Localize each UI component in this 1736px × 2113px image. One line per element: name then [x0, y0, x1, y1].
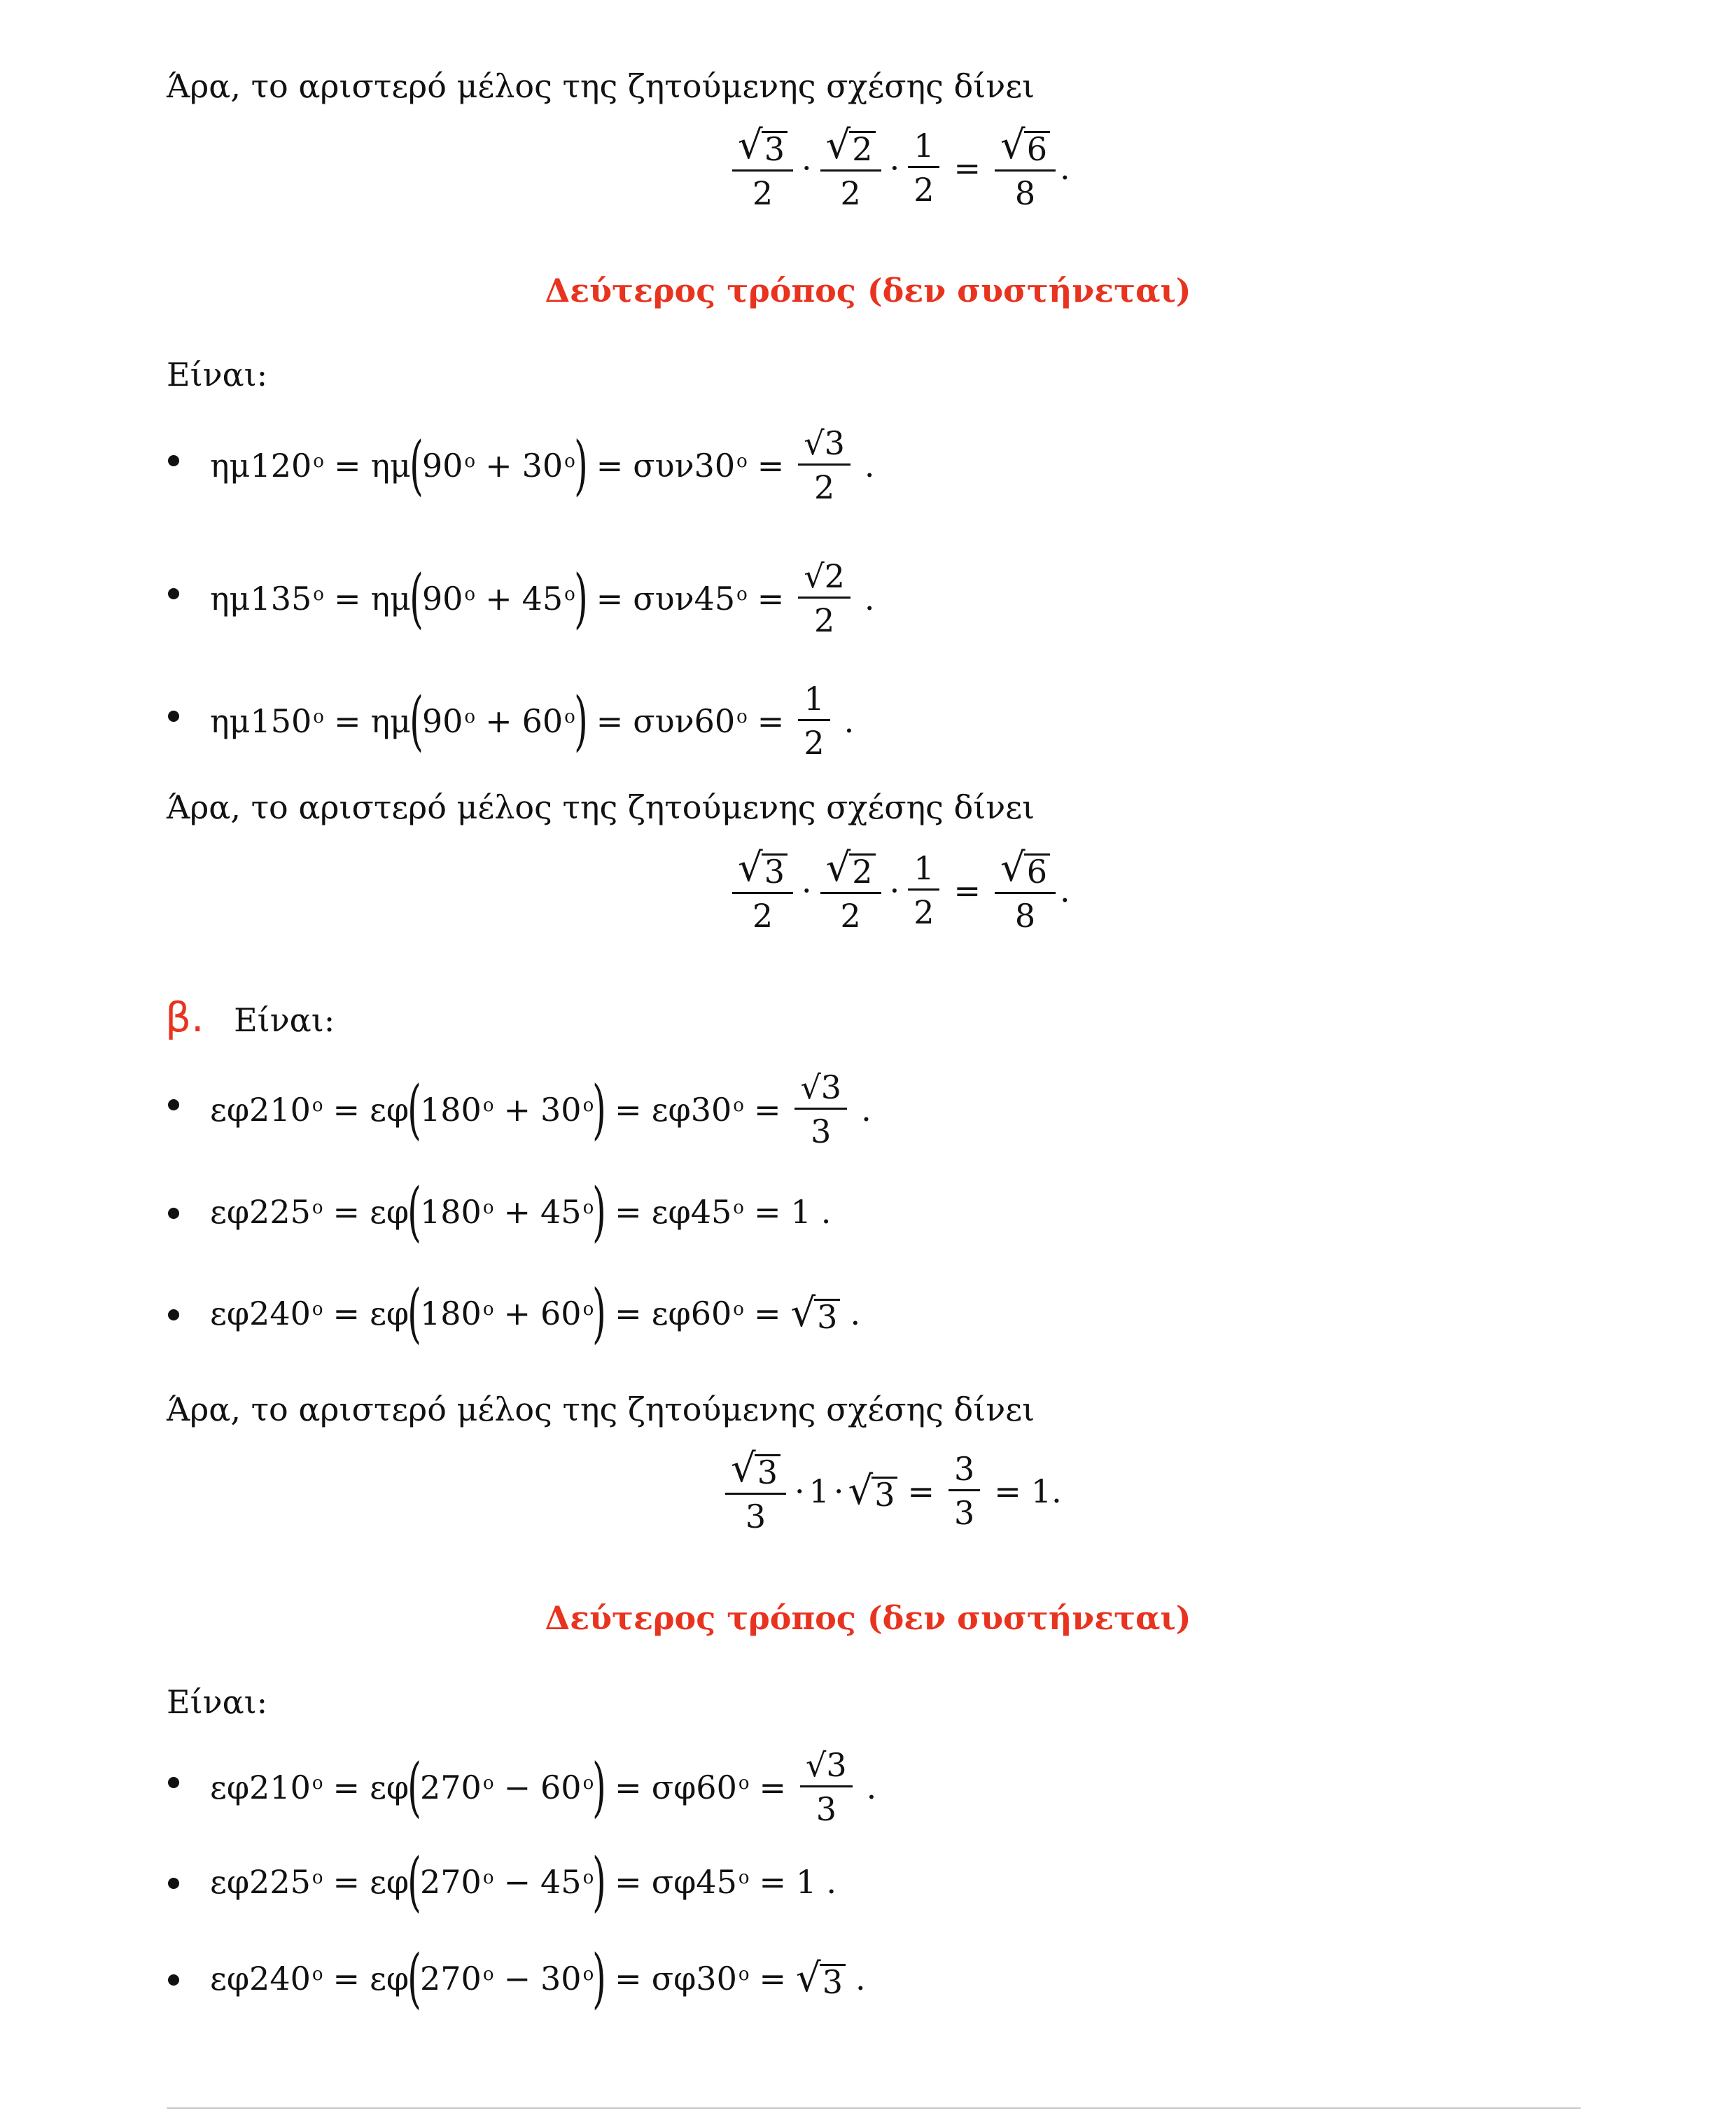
right-paren: )	[592, 1174, 607, 1249]
right-paren: )	[592, 1276, 607, 1351]
left-paren: (	[407, 1749, 421, 1825]
trig-identity-line: εφ 225 ο = εφ ( 270 ο − 45 ο ) = σφ 45 ο = 1 .	[210, 1844, 836, 1919]
alt-method-heading-2: Δεύτερος τρόπος (δεν συστήνεται)	[545, 1599, 1191, 1637]
result-fraction: $\frac{√2}{2}$	[798, 560, 850, 636]
result-fraction: $\frac{√3}{3}$	[794, 1071, 847, 1148]
left-paren: (	[407, 1276, 421, 1351]
trig-identity-line: εφ 240 ο = εφ ( 180 ο + 60 ο ) = εφ 60 ο = √ 3 .	[210, 1276, 861, 1351]
sin-product-equation-2: √ 3 2 · √ 2 2 · $\frac{1}{2}$ = √ 6 8 .	[728, 849, 1070, 932]
left-paren: (	[407, 1941, 421, 2016]
bullet	[168, 711, 179, 722]
bullet	[168, 588, 179, 599]
sqrt-sign: √	[796, 1955, 821, 2001]
einai-label: Είναι:	[234, 1001, 335, 1039]
left-paren: (	[410, 683, 424, 758]
bullet	[168, 455, 179, 466]
fraction: √ 3 2	[732, 126, 793, 209]
trig-identity-line: εφ 240 ο = εφ ( 270 ο − 30 ο ) = σφ 30 ο = √ 3 .	[210, 1941, 866, 2016]
bullet	[168, 1099, 179, 1110]
sqrt-sign: √	[1000, 845, 1026, 891]
fraction: √ 2 2	[820, 126, 881, 209]
right-paren: )	[573, 427, 588, 503]
right-paren: )	[592, 1071, 607, 1147]
trig-identity-line: εφ 210 ο = εφ ( 270 ο − 60 ο ) = σφ 60 ο = $\frac{√3}{3}$ .	[210, 1746, 877, 1828]
right-paren: )	[573, 560, 588, 636]
trig-identity-line: ημ 135 ο = ημ ( 90 ο + 45 ο ) = συν 45 ο = $\frac{√2}{2}$ .	[210, 557, 875, 639]
einai-label: Είναι:	[167, 356, 268, 393]
fraction: $\frac{1}{2}$	[908, 130, 939, 206]
einai-label: Είναι:	[167, 1683, 268, 1721]
sqrt-sign: √	[825, 123, 851, 168]
trig-identity-line: ημ 150 ο = ημ ( 90 ο + 60 ο ) = συν 60 ο = $\frac{1}{2}$ .	[210, 680, 855, 762]
bullet	[168, 1878, 179, 1889]
tan-product-equation: √ 3 3 · 1 · √ 3 = $\frac{3}{3}$ = 1 .	[721, 1449, 1062, 1533]
result-fraction: $\frac{√3}{2}$	[798, 427, 850, 503]
bullet	[168, 1777, 179, 1788]
trig-identity-line: εφ 225 ο = εφ ( 180 ο + 45 ο ) = εφ 45 ο = 1 .	[210, 1174, 832, 1249]
sqrt-sign: √	[738, 123, 763, 168]
sqrt-sign: √	[848, 1467, 874, 1514]
result-fraction: $\frac{1}{2}$	[798, 683, 830, 759]
part-beta-label: β.	[165, 993, 204, 1041]
sqrt-sign: √	[790, 1290, 816, 1336]
result-fraction: $\frac{√3}{3}$	[800, 1749, 853, 1825]
left-paren: (	[407, 1844, 421, 1919]
trig-identity-line: ημ 120 ο = ημ ( 90 ο + 30 ο ) = συν 30 ο = $\frac{√3}{2}$ .	[210, 424, 875, 506]
left-paren: (	[410, 427, 424, 503]
left-paren: (	[410, 560, 424, 636]
right-paren: )	[592, 1749, 607, 1825]
sqrt-sign: √	[825, 845, 851, 891]
right-paren: )	[592, 1941, 607, 2016]
part-beta-heading	[165, 993, 335, 1041]
fraction: √ 6 8	[995, 126, 1056, 209]
bullet	[168, 1309, 179, 1320]
sqrt-sign: √	[738, 845, 763, 891]
bullet	[168, 1974, 179, 1986]
sqrt-sign: √	[1000, 123, 1026, 168]
alt-method-heading: Δεύτερος τρόπος (δεν συστήνεται)	[545, 272, 1191, 309]
footer-divider	[167, 2107, 1581, 2109]
right-paren: )	[592, 1844, 607, 1919]
paragraph-apa-1: Άρα, το αριστερό μέλος της ζητούμενης σχέσης δίνει	[167, 67, 1035, 105]
left-paren: (	[407, 1174, 421, 1249]
sin-product-equation: √ 3 2 · √ 2 2 · $\frac{1}{2}$ = √ 6 8 .	[728, 126, 1070, 209]
left-paren: (	[407, 1071, 421, 1147]
paragraph-apa-2: Άρα, το αριστερό μέλος της ζητούμενης σχέσης δίνει	[167, 788, 1035, 826]
trig-identity-line: εφ 210 ο = εφ ( 180 ο + 30 ο ) = εφ 30 ο = $\frac{√3}{3}$ .	[210, 1068, 872, 1150]
bullet	[168, 1208, 179, 1219]
paragraph-apa-3: Άρα, το αριστερό μέλος της ζητούμενης σχέσης δίνει	[167, 1390, 1035, 1428]
right-paren: )	[573, 683, 588, 758]
sqrt-sign: √	[731, 1446, 756, 1491]
